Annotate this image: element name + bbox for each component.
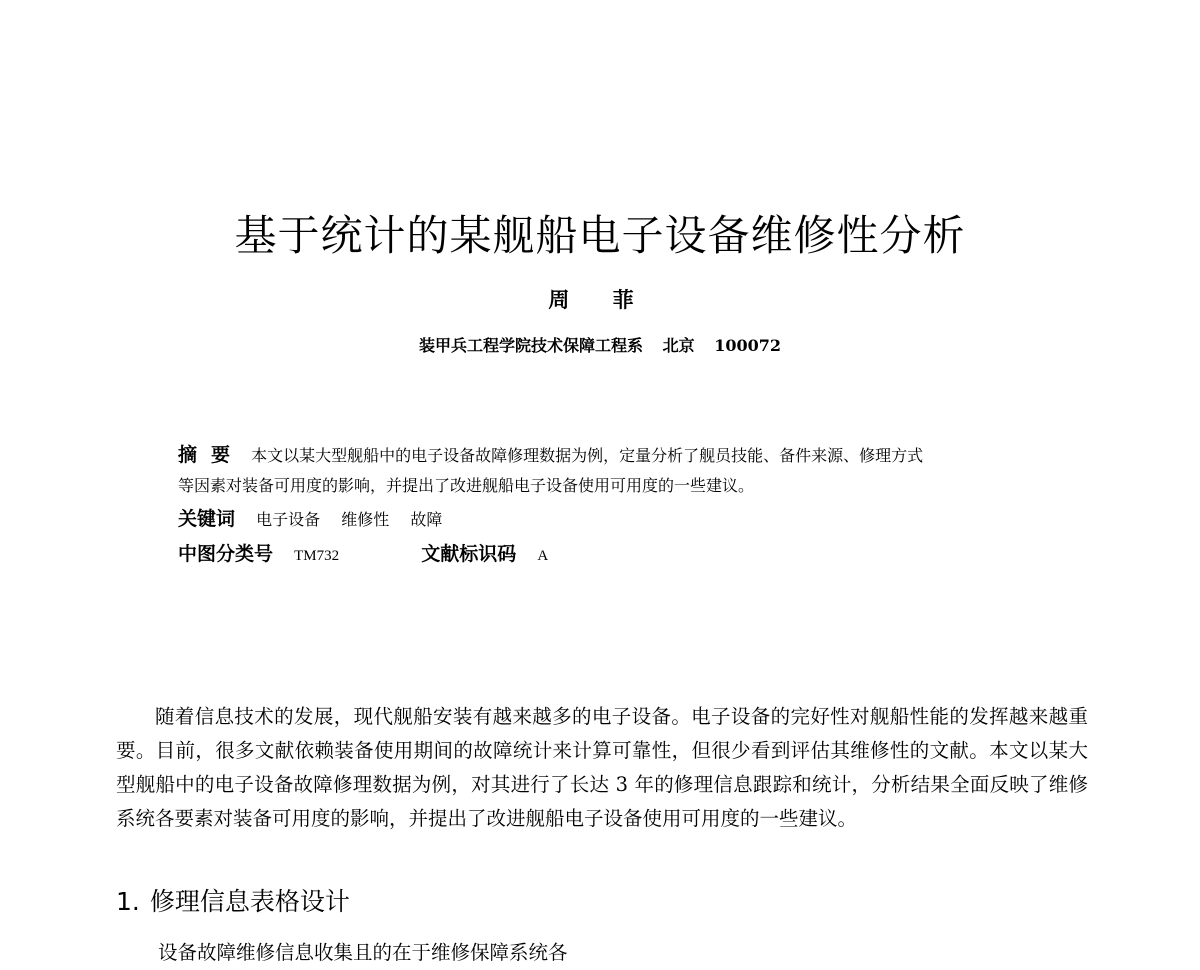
doc-code-label: 文献标识码 <box>421 543 517 565</box>
classification-value: TM732 <box>294 548 340 564</box>
classification-label: 中图分类号 <box>178 543 274 565</box>
classification-row <box>178 538 1058 572</box>
keywords-label: 关键词 <box>178 508 236 530</box>
abstract-block <box>178 440 1058 572</box>
affiliation-postcode: 100072 <box>714 336 781 355</box>
abstract-label: 摘要 <box>178 444 245 466</box>
section-number: 1. <box>116 887 140 916</box>
paper-title: 基于统计的某舰船电子设备维修性分析 <box>234 211 966 260</box>
author-affiliation <box>0 334 1200 358</box>
author-name: 周 菲 <box>548 287 652 312</box>
keyword-item: 故障 <box>410 510 443 529</box>
abstract-text-1: 本文以某大型舰船中的电子设备故障修理数据为例，定量分析了舰员技能、备件来源、修理方式 <box>251 446 924 465</box>
affiliation-department: 装甲兵工程学院技术保障工程系 <box>419 336 644 355</box>
keyword-item: 维修性 <box>341 510 390 529</box>
doc-code-value: A <box>537 548 549 564</box>
intro-paragraph: 随着信息技术的发展，现代舰船安装有越来越多的电子设备。电子设备的完好性对舰船性能的发挥越来越重要。目前，很多文献依赖装备使用期间的故障统计来计算可靠性，但很少看到评估其维修性的文献。本文以某大型舰船中的电子设备故障修理数据为例，对其进行了长达 3 年的修理信息跟踪和统计，分析结果全面反映了维修系统各要素对装备可用度的影响，并提出了改进舰船电子设备使用可用度的一些建议。 <box>116 705 1088 830</box>
cut-off-text-line: 设备故障维修信息收集且的在于维修保障系统各 <box>158 941 568 964</box>
abstract-line-2 <box>178 471 1058 501</box>
keyword-item: 电子设备 <box>256 510 321 529</box>
keywords-row <box>178 503 1058 536</box>
abstract-line-1 <box>178 440 1058 471</box>
section-heading-1 <box>116 884 350 920</box>
section-title: 修理信息表格设计 <box>149 887 350 916</box>
affiliation-city: 北京 <box>662 336 695 355</box>
abstract-text-2: 等因素对装备可用度的影响，并提出了改进舰船电子设备使用可用度的一些建议。 <box>178 476 755 495</box>
